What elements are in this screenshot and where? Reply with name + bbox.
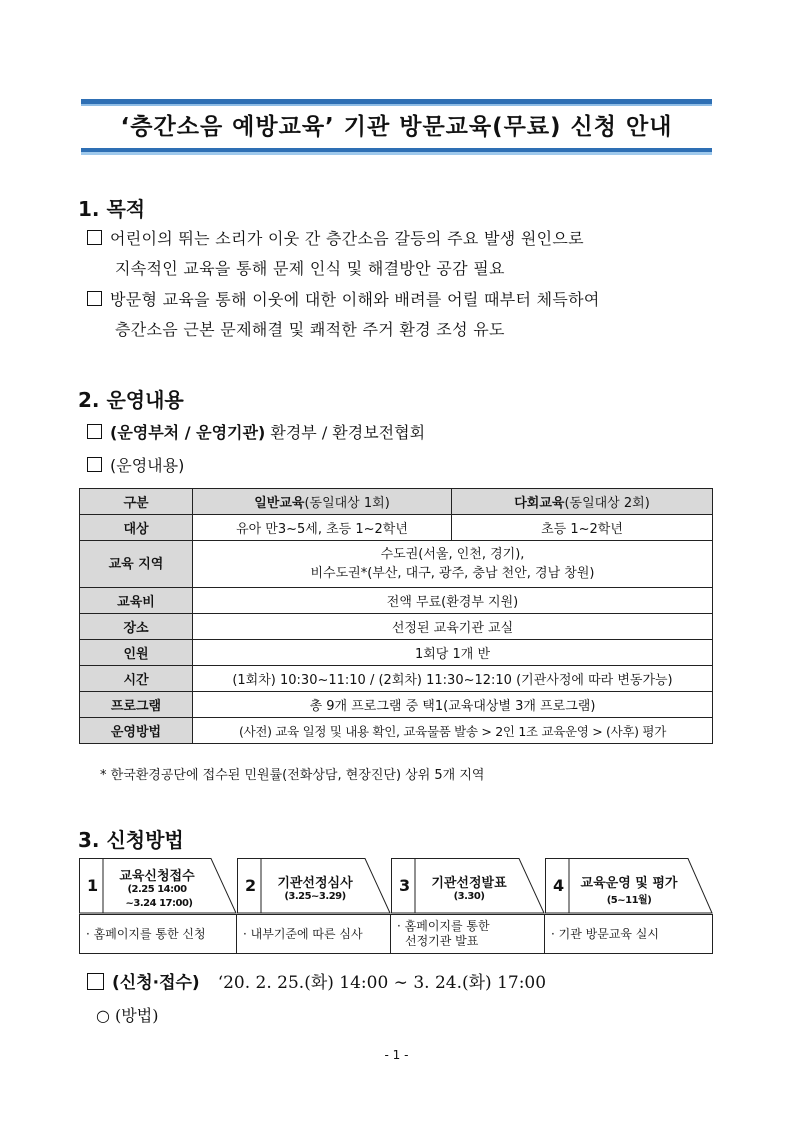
- row-label: 시간: [80, 666, 193, 692]
- step-box: [391, 858, 545, 912]
- row-label: 교육 지역: [80, 541, 193, 588]
- step-number: 4: [553, 876, 565, 895]
- row-label: 대상: [80, 515, 193, 541]
- step-date: (3.30): [453, 891, 485, 902]
- step-title: 교육신청접수: [119, 869, 195, 884]
- operating-content-label: (운영내용): [110, 456, 185, 475]
- table-cell: 초등 1~2학년: [452, 515, 713, 541]
- table-header-cell: 다회교육(동일대상 2회): [452, 489, 713, 515]
- table-row: [80, 588, 713, 614]
- operating-dept-value: 환경부 / 환경보전협회: [270, 423, 426, 442]
- step-date: (3.25~3.29): [284, 891, 346, 902]
- purpose-item: [87, 224, 584, 284]
- step-description: · 내부기준에 따른 심사: [236, 914, 391, 954]
- method-label: ○ (방법): [96, 1006, 159, 1025]
- checkbox-icon: [87, 291, 102, 306]
- table-cell: 총 9개 프로그램 중 택1(교육대상별 3개 프로그램): [193, 692, 713, 718]
- step-date: (5~11월): [606, 895, 652, 906]
- table-row: [80, 614, 713, 640]
- operating-dept-label: (운영부처 / 운영기관): [110, 423, 266, 442]
- table-header-row: [80, 489, 713, 515]
- checkbox-icon: [87, 424, 102, 439]
- purpose-line: 어린이의 뛰는 소리가 이웃 간 층간소음 갈등의 주요 발생 원인으로: [110, 229, 584, 248]
- step-description: · 기관 방문교육 실시: [544, 914, 713, 954]
- table-cell: (1회차) 10:30~11:10 / (2회차) 11:30~12:10 (기관사정에 따라 변동가능): [193, 666, 713, 692]
- checkbox-icon: [87, 457, 102, 472]
- purpose-item: [87, 285, 600, 345]
- application-period: [87, 968, 546, 993]
- step-description: · 홈페이지를 통한 선정기관 발표: [390, 914, 545, 954]
- checkbox-icon: [87, 230, 102, 245]
- step-box: [545, 858, 713, 912]
- purpose-line: 층간소음 근본 문제해결 및 쾌적한 주거 환경 조성 유도: [115, 320, 505, 339]
- step-number: 3: [399, 876, 411, 895]
- table-cell: 선정된 교육기관 교실: [193, 614, 713, 640]
- title-bottom-bar-light: [81, 152, 712, 155]
- purpose-line: 방문형 교육을 통해 이웃에 대한 이해와 배려를 어릴 때부터 체득하여: [110, 290, 600, 309]
- page-title: ‘층간소음 예방교육’ 기관 방문교육(무료) 신청 안내: [120, 114, 673, 140]
- step-date: (2.25 14:00: [127, 884, 187, 895]
- table-cell: 수도권(서울, 인천, 경기), 비수도권*(부산, 대구, 광주, 충남 천안, 경남 창원): [193, 541, 713, 588]
- application-date: ‘20. 2. 25.(화) 14:00 ∼ 3. 24.(화) 17:00: [217, 973, 547, 993]
- footnote: * 한국환경공단에 접수된 민원률(전화상담, 현장진단) 상위 5개 지역: [100, 768, 485, 783]
- table-row: [80, 666, 713, 692]
- table-row: [80, 541, 713, 588]
- application-label: (신청·접수): [112, 973, 200, 993]
- table-header-cell: 구분: [80, 489, 193, 515]
- table-cell: 전액 무료(환경부 지원): [193, 588, 713, 614]
- step-number: 2: [245, 876, 257, 895]
- row-label: 프로그램: [80, 692, 193, 718]
- section-heading-operation: 2. 운영내용: [78, 388, 184, 412]
- table-row: [80, 718, 713, 744]
- row-label: 인원: [80, 640, 193, 666]
- table-row: [80, 640, 713, 666]
- operating-dept: [87, 420, 425, 443]
- table-cell: 유아 만3~5세, 초등 1~2학년: [193, 515, 452, 541]
- table-cell: 1회당 1개 반: [193, 640, 713, 666]
- row-label: 장소: [80, 614, 193, 640]
- row-label: 교육비: [80, 588, 193, 614]
- step-box: [79, 858, 237, 912]
- step-description: · 홈페이지를 통한 신청: [79, 914, 237, 954]
- step-number: 1: [87, 876, 99, 895]
- section-heading-purpose: 1. 목적: [78, 197, 146, 221]
- operating-content: [87, 453, 184, 476]
- row-label: 운영방법: [80, 718, 193, 744]
- step-title: 기관선정심사: [277, 876, 353, 891]
- section-heading-apply: 3. 신청방법: [78, 828, 184, 852]
- step-title: 기관선정발표: [431, 876, 507, 891]
- step-title: 교육운영 및 평가: [580, 876, 678, 891]
- table-row: [80, 515, 713, 541]
- operation-table: [79, 488, 713, 744]
- title-top-bar-light: [81, 104, 712, 106]
- checkbox-icon: [87, 973, 104, 990]
- purpose-line: 지속적인 교육을 통해 문제 인식 및 해결방안 공감 필요: [115, 259, 505, 278]
- table-cell: (사전) 교육 일정 및 내용 확인, 교육물품 발송 > 2인 1조 교육운영 > (사후) 평가: [193, 718, 713, 744]
- step-box: [237, 858, 391, 912]
- table-header-cell: 일반교육(동일대상 1회): [193, 489, 452, 515]
- page-number: - 1 -: [384, 1048, 409, 1062]
- step-date: ~3.24 17:00): [125, 898, 193, 909]
- table-row: [80, 692, 713, 718]
